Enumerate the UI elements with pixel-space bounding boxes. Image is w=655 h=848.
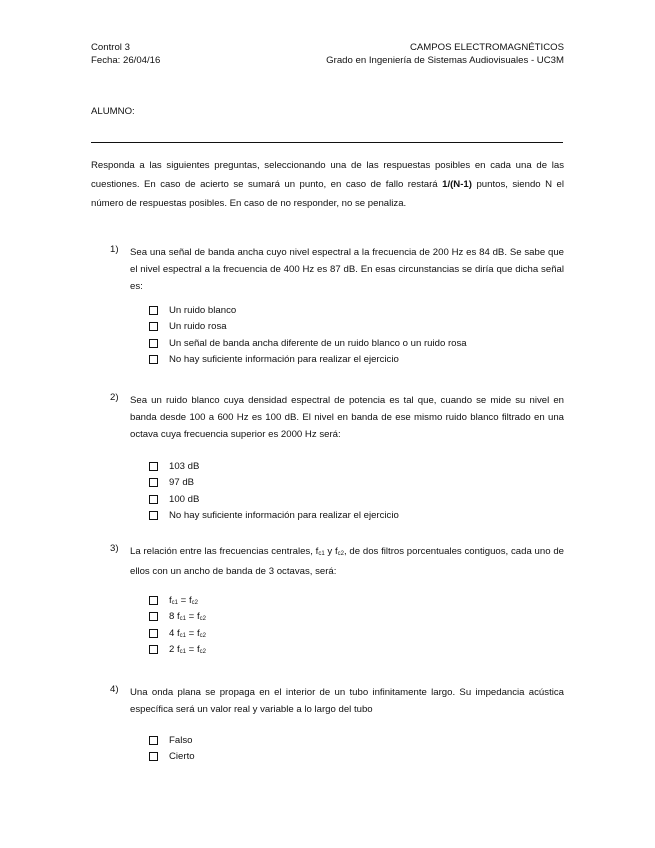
- option-list: [149, 592, 206, 658]
- question-number: 2): [110, 392, 119, 403]
- option[interactable]: [149, 491, 399, 508]
- course-title: CAMPOS ELECTROMAGNÉTICOS: [409, 42, 564, 53]
- checkbox[interactable]: [149, 495, 158, 504]
- exam-date: Fecha: 26/04/16: [91, 55, 161, 66]
- option[interactable]: [149, 732, 195, 749]
- checkbox[interactable]: [149, 645, 158, 654]
- checkbox[interactable]: [149, 322, 158, 331]
- option[interactable]: [149, 302, 467, 319]
- option-label: 2 $f_{c1} = f_{c2}$: [169, 644, 206, 656]
- control-label: Control 3: [91, 42, 130, 53]
- option-label: $f_{c1} = f_{c2}$: [169, 594, 198, 606]
- option[interactable]: [149, 749, 195, 766]
- option-label: 103 dB: [169, 460, 200, 472]
- header-left: [91, 41, 160, 67]
- option[interactable]: [149, 475, 399, 492]
- option-list: [149, 302, 467, 368]
- question-text: [130, 543, 564, 580]
- option-label: 97 dB: [169, 477, 195, 489]
- option-label: Falso: [169, 734, 193, 746]
- option-label: No hay suficiente información para realizar el ejercicio: [169, 510, 399, 522]
- checkbox[interactable]: [149, 478, 158, 487]
- question-number: 3): [110, 543, 119, 554]
- subscript: c1: [318, 551, 325, 557]
- option-label: No hay suficiente información para realizar el ejercicio: [169, 354, 399, 366]
- option-list: [149, 732, 195, 765]
- text-part: y f: [324, 546, 338, 557]
- instructions-part2: puntos, siendo N el número de respuestas posibles. En caso de no responder, no se penaliza.: [91, 179, 564, 209]
- option-label: Un ruido blanco: [169, 304, 237, 316]
- student-name-line: [91, 142, 563, 143]
- option[interactable]: [149, 609, 206, 626]
- option-label: 4 $f_{c1} = f_{c2}$: [169, 627, 206, 639]
- instructions: [91, 156, 564, 213]
- degree-name: Grado en Ingeniería de Sistemas Audiovisuales - UC3M: [326, 55, 564, 66]
- option[interactable]: [149, 335, 467, 352]
- option[interactable]: [149, 352, 467, 369]
- text-part: La relación entre las frecuencias centrales, f: [130, 546, 319, 557]
- option-label: Un señal de banda ancha diferente de un ruido blanco o un ruido rosa: [169, 337, 467, 349]
- checkbox[interactable]: [149, 629, 158, 638]
- option-list: [149, 458, 399, 524]
- option[interactable]: [149, 319, 467, 336]
- penalty-formula: 1/(N-1): [442, 179, 472, 190]
- question-text: Sea un ruido blanco cuya densidad espectral de potencia es tal que, cuando se mide su nivel en banda desde 100 a 600 Hz es 100 dB. El nivel en banda de ese mismo ruido blanco filtrado en una octava cuya frecuencia superior es 2000 Hz será:: [130, 395, 564, 440]
- checkbox[interactable]: [149, 511, 158, 520]
- checkbox[interactable]: [149, 462, 158, 471]
- question-text: Una onda plana se propaga en el interior de un tubo infinitamente largo. Su impedancia acústica específica será un valor real y variable a lo largo del tubo: [130, 687, 564, 715]
- option[interactable]: [149, 458, 399, 475]
- checkbox[interactable]: [149, 596, 158, 605]
- option[interactable]: [149, 642, 206, 659]
- option-label: 8 $f_{c1} = f_{c2}$: [169, 611, 206, 623]
- checkbox[interactable]: [149, 306, 158, 315]
- header-right: [326, 41, 564, 67]
- student-label: ALUMNO:: [91, 106, 135, 117]
- checkbox[interactable]: [149, 612, 158, 621]
- option-label: Cierto: [169, 751, 195, 763]
- question-text: Sea una señal de banda ancha cuyo nivel espectral a la frecuencia de 200 Hz es 84 dB. Se sabe que el nivel espectral a la frecuencia de 400 Hz es 87 dB. En esas circunstancias se diría que dicha señal es:: [130, 247, 564, 292]
- option-label: Un ruido rosa: [169, 321, 227, 333]
- checkbox[interactable]: [149, 736, 158, 745]
- question-number: 4): [110, 684, 119, 695]
- instructions-part1: Responda a las siguientes preguntas, seleccionando una de las respuestas posibles en cada una de las cuestiones. En caso de acierto se sumará un punto, en caso de fallo restará: [91, 160, 564, 190]
- question-number: 1): [110, 244, 119, 255]
- option[interactable]: [149, 625, 206, 642]
- subscript: c2: [337, 551, 344, 557]
- checkbox[interactable]: [149, 339, 158, 348]
- checkbox[interactable]: [149, 752, 158, 761]
- option[interactable]: [149, 592, 206, 609]
- text-part: , de dos filtros porcentuales contiguos, cada uno de ellos con un ancho de banda de 3 octavas, será:: [130, 546, 564, 577]
- option[interactable]: [149, 508, 399, 525]
- option-label: 100 dB: [169, 493, 200, 505]
- checkbox[interactable]: [149, 355, 158, 364]
